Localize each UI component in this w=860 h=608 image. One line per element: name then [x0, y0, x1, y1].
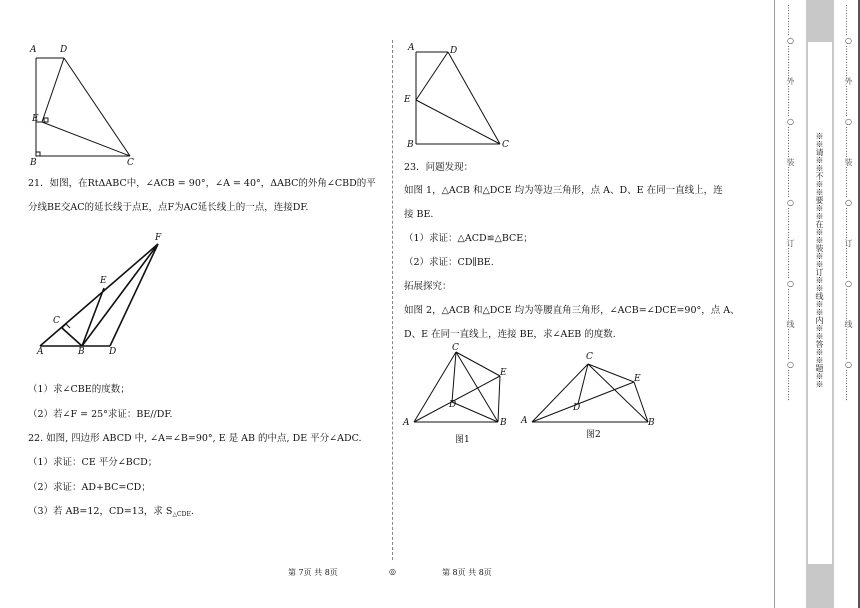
fig2-label-a: A	[521, 416, 528, 426]
fig20-label-c: C	[127, 158, 134, 168]
footer-page-left: 第 7页 共 8页	[288, 568, 338, 577]
fig1-label-d: D	[449, 400, 457, 410]
binding-outer-dotted-line: …………○…………外…………○…………装…………○…………订…………○…………线…………○…………	[786, 4, 795, 401]
fig22-label-b: B	[407, 140, 414, 150]
fig21-label-d: D	[109, 347, 117, 357]
binding-mark-outer-1: 外	[786, 77, 795, 85]
footer-page-right: 第 8页 共 8页	[442, 568, 492, 577]
fig20-label-a: A	[30, 45, 37, 55]
fig2-caption: 图2	[586, 430, 601, 440]
q23-extension-title: 拓展探究：	[404, 281, 452, 292]
q23-title: 23．问题发现：	[404, 162, 474, 173]
binding-mark-outer-4: 线	[786, 320, 795, 328]
binding-mark-inner-1: 外	[844, 77, 853, 85]
q22-part-3-sub: △CDE	[172, 511, 191, 518]
fig21-label-a: A	[37, 347, 44, 357]
figure-q22	[404, 44, 514, 154]
q22-part-2: （2）求证：AD+BC=CD；	[28, 482, 151, 493]
fig1-label-a: A	[403, 418, 410, 428]
fig1-label-e: E	[500, 368, 507, 378]
fig21-label-e: E	[100, 276, 107, 286]
q23-line-1: 如图 1，△ACB 和△DCE 均为等边三角形，点 A、D、E 在同一直线上，连	[404, 185, 723, 196]
figure-q20	[28, 46, 148, 176]
fig20-label-e: E	[32, 114, 39, 124]
q23-line-3: 如图 2，△ACB 和△DCE 均为等腰直角三角形，∠ACB=∠DCE=90°，点 A、	[404, 305, 740, 316]
q21-line-1: 21．如图，在RtΔABC中，∠ACB = 90°，∠A = 40°，ΔABC的外角∠CBD的平	[28, 178, 376, 189]
fig20-label-b: B	[30, 158, 37, 168]
binding-inner-dotted-line: …………○…………外…………○…………装…………○…………订…………○…………线…………○…………	[844, 4, 853, 401]
q22-stem: 22. 如图, 四边形 ABCD 中, ∠A=∠B=90°, E 是 AB 的中点, DE 平分∠ADC.	[28, 433, 362, 444]
fig1-label-c: C	[452, 343, 459, 353]
fig21-label-b: B	[78, 347, 85, 357]
q23-part-1: （1）求证：△ACD≌△BCE；	[404, 233, 533, 244]
q21-part-2: （2）若∠F = 25°求证：BE//DF.	[28, 409, 173, 420]
q22-part-3	[28, 506, 194, 521]
q23-part-2: （2）求证：CD∥BE.	[404, 257, 494, 268]
fig20-label-d: D	[60, 45, 68, 55]
fig1-caption: 图1	[455, 435, 470, 445]
fig2-label-e: E	[634, 374, 641, 384]
figure-q23-1	[406, 346, 516, 426]
fig2-label-d: D	[573, 403, 581, 413]
binding-warning: ※※请※※不※※要※※在※※装※※订※※线※※内※※答※※题※※	[815, 132, 824, 388]
footer-center-mark: ◎	[389, 567, 396, 576]
fig22-label-e: E	[404, 95, 411, 105]
binding-margin-outer-line	[774, 0, 775, 608]
binding-mark-inner-4: 线	[844, 320, 853, 328]
q22-part-1: （1）求证：CE 平分∠BCD；	[28, 457, 158, 468]
binding-mark-outer-3: 订	[786, 239, 795, 247]
fig2-label-c: C	[586, 352, 593, 362]
q21-part-1: （1）求∠CBE的度数；	[28, 384, 130, 395]
fig1-label-b: B	[500, 418, 507, 428]
fig22-label-c: C	[502, 140, 509, 150]
fig22-label-d: D	[450, 46, 458, 56]
q22-part-3-suffix: .	[190, 506, 194, 517]
q22-part-3-prefix: （3）若 AB=12，CD=13，求 S	[28, 506, 173, 517]
q23-line-2: 接 BE.	[404, 209, 434, 220]
binding-mark-inner-2: 装	[844, 158, 853, 166]
binding-mark-outer-2: 装	[786, 158, 795, 166]
figure-q21	[36, 236, 176, 361]
column-divider	[392, 40, 393, 560]
fig2-label-b: B	[648, 418, 655, 428]
binding-mark-inner-3: 订	[844, 239, 853, 247]
figure-q23-2	[524, 350, 654, 430]
fig22-label-a: A	[408, 43, 415, 53]
q23-line-4: D、E 在同一直线上，连接 BE，求∠AEB 的度数.	[404, 329, 616, 340]
q21-line-2: 分线BE交AC的延长线于点E，点F为AC延长线上的一点，连接DF.	[28, 202, 309, 213]
fig21-label-c: C	[53, 316, 60, 326]
fig21-label-f: F	[155, 233, 162, 243]
